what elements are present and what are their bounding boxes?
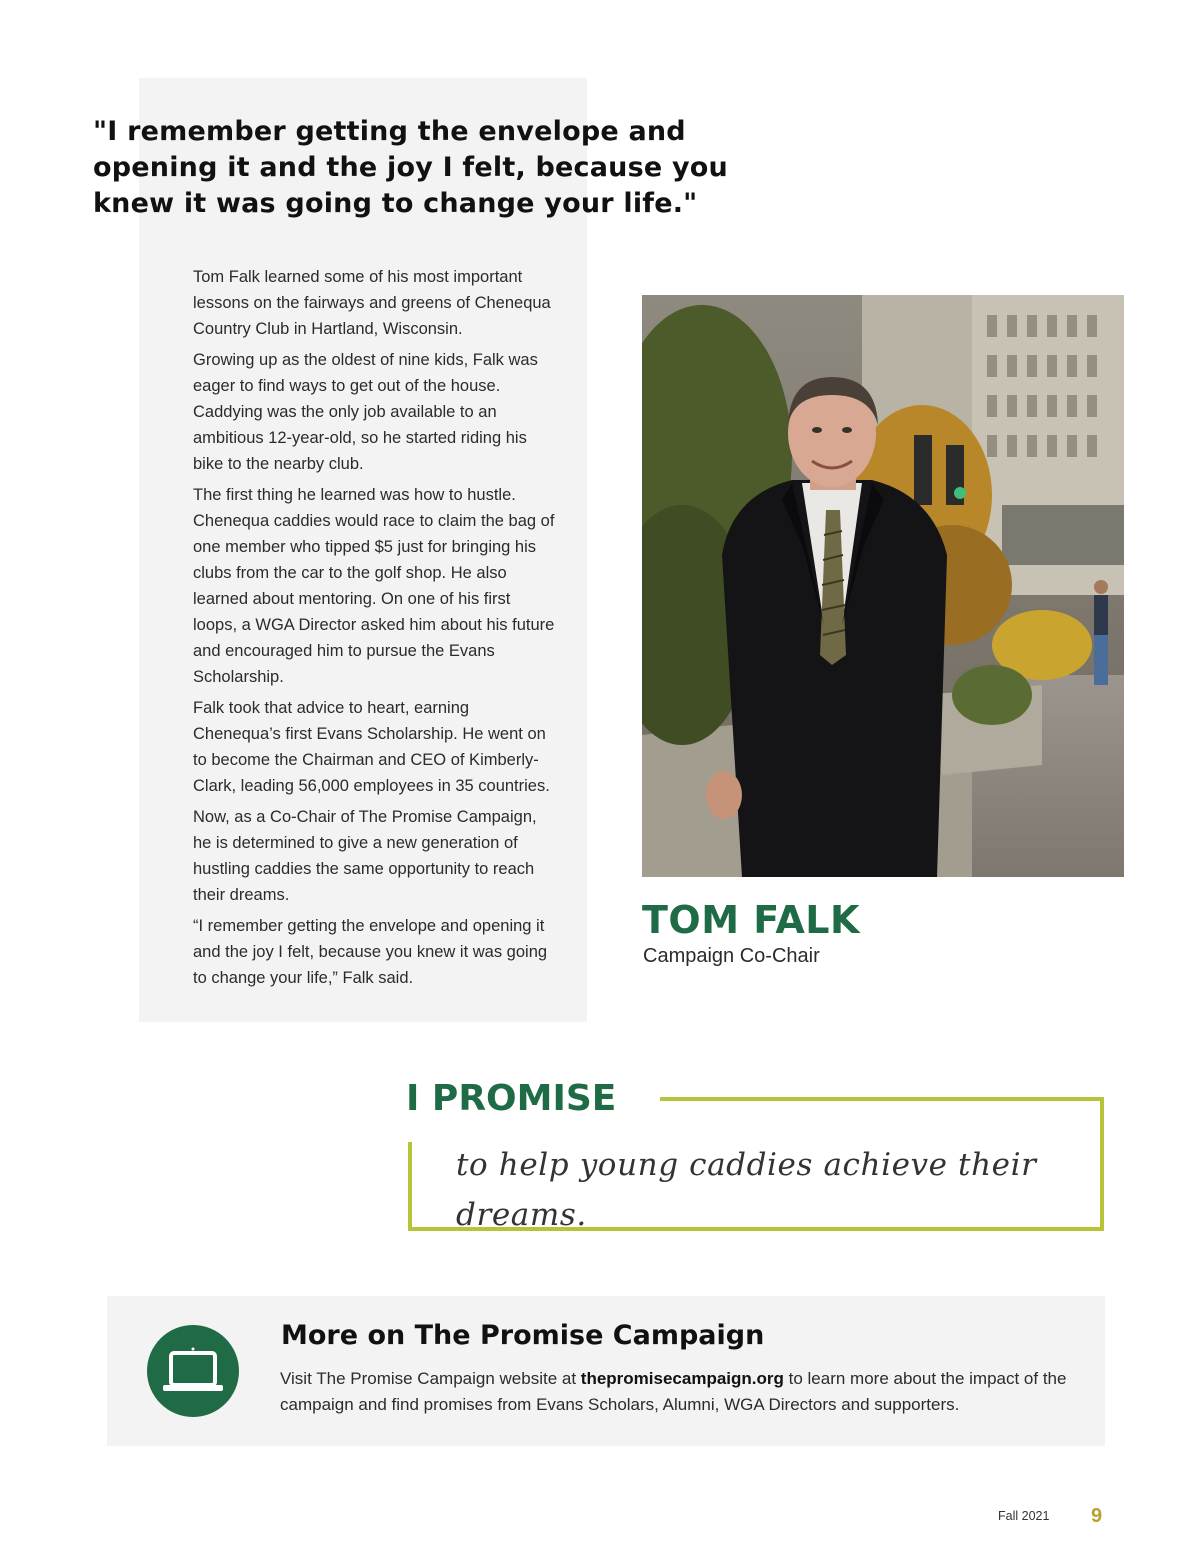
article-paragraph: Now, as a Co-Chair of The Promise Campaign, he is determined to give a new generation of hustling caddies the same opportunity to reach their dreams. [193, 808, 537, 904]
profile-role: Campaign Co-Chair [643, 945, 820, 967]
more-info-text [280, 1366, 1080, 1418]
page-number: 9 [1091, 1505, 1103, 1527]
campaign-website-link[interactable]: thepromisecampaign.org [580, 1369, 784, 1388]
laptop-icon [147, 1325, 239, 1417]
portrait-illustration [642, 295, 1124, 877]
portrait-photo [642, 295, 1124, 877]
footer-issue: Fall 2021 [998, 1509, 1050, 1523]
profile-name: TOM FALK [642, 898, 860, 942]
more-info-text-end: to learn more about the impact of the campaign and find promises from Evans Scholars, Alumni, WGA Directors and supporters. [280, 1369, 1067, 1414]
article-paragraph: “I remember getting the envelope and opening it and the joy I felt, because you knew it was going to change your life,” Falk said. [193, 917, 548, 987]
article-paragraph: Falk took that advice to heart, earning Chenequa’s first Evans Scholarship. He went on to become the Chairman and CEO of Kimberly-Clark, leading 56,000 employees in 35 countries. [193, 699, 550, 795]
more-info-title: More on The Promise Campaign [281, 1320, 765, 1351]
article-body [193, 264, 555, 996]
article-paragraph: Growing up as the oldest of nine kids, Falk was eager to find ways to get out of the house. Caddying was the only job available to an ambitious 12-year-old, so he started riding his bike to the nearby club. [193, 351, 538, 473]
article-paragraph: The first thing he learned was how to hustle. Chenequa caddies would race to claim the bag of one member who tipped $5 just for bringing his clubs from the car to the golf shop. He also learned about mentoring. On one of his first loops, a WGA Director asked him about his future and encouraged him to pursue the Evans Scholarship. [193, 486, 555, 686]
more-info-text-start: Visit The Promise Campaign website at [280, 1369, 581, 1388]
article-paragraph: Tom Falk learned some of his most important lessons on the fairways and greens of Chenequa Country Club in Hartland, Wisconsin. [193, 268, 551, 338]
promise-text: to help young caddies achieve their dreams. [456, 1147, 1037, 1233]
pull-quote: "I remember getting the envelope and opening it and the joy I felt, because you knew it was going to change your life." [93, 116, 728, 219]
promise-title: I PROMISE [406, 1078, 617, 1119]
